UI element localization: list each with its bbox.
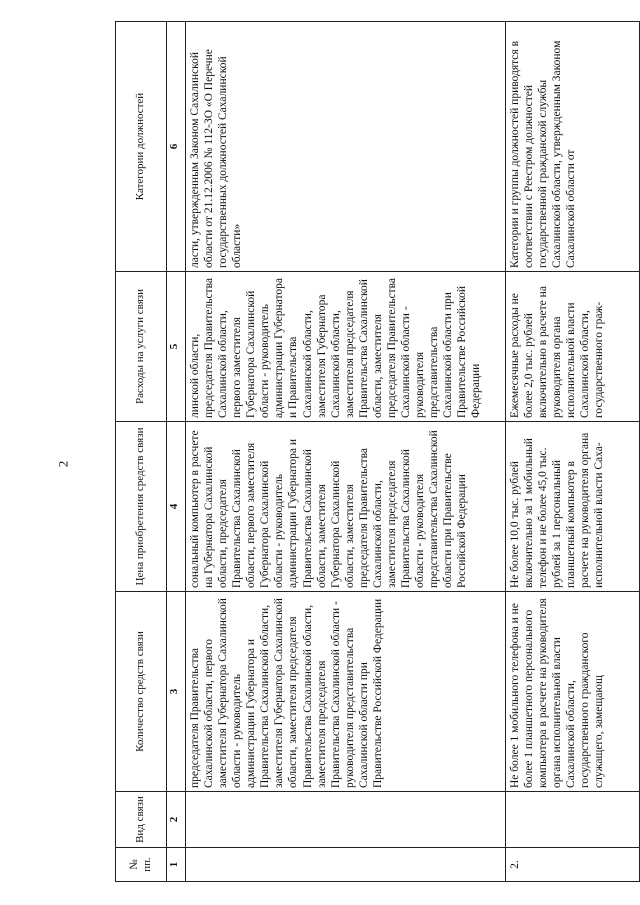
col-number-3: 3 [167, 592, 186, 792]
row1-cost: линской области, председателя Правительства Сахалинской области, первого заместителя Губернатора Сахалинской области - руководитель администрации Губернатора и Правительства Сахалинской области, заместителя Губернатора Сахалинской области, заместителя председателя Правительства Сахалинской области, заместителя председателя Правительства Сахалинской области - руководителя представительства Сахалинской области при Правительстве Российской Федерации [186, 272, 505, 422]
page-number: 2 [55, 460, 71, 468]
row1-number [186, 848, 505, 882]
row2-category: Категории и группы должностей приводятся в соответствии с Реестром должностей государственной гражданской службы Сахалинской области, утвержденным Законом Сахалинской области от [505, 22, 639, 272]
column-number-row [167, 22, 186, 882]
row2-cost: Ежемесячные расходы не более 2,0 тыс. рублей включительно в расчете на руководителя органа исполнительной власти Сахалинской области, государственного граж- [505, 272, 639, 422]
rotated-page [115, 22, 640, 882]
col-number-2: 2 [167, 792, 186, 848]
header-quantity: Количество средств связи [116, 592, 167, 792]
header-cost: Расходы на услуги связи [116, 272, 167, 422]
row2-price: Не более 10,0 тыс. рублей включительно за 1 мобильный телефон и не более 45,0 тыс. рублей за 1 персональный планшетный компьютер в расчете на руководителя органа исполнительной власти Саха- [505, 422, 639, 592]
row2-quantity: Не более 1 мобильного телефона и не более 1 планшетного персонального компьютера в расчете на руководителя органа исполнительной власти Сахалинской области, государственного гражданского служащего, замещающ [505, 592, 639, 792]
row1-price: сональный компьютер в расчете на Губернатора Сахалинской области, председателя Правительства Сахалинской области, первого заместителя Губернатора Сахалинской области - руководитель администрации Губернатора и Правительства Сахалинской области, заместителя Губернатора Сахалинской области, заместителя председателя Правительства Сахалинской области, заместителя председателя Правительства Сахалинской области - руководителя представительства Сахалинской области при Правительстве Российской Федерации [186, 422, 505, 592]
table-row [186, 22, 505, 882]
header-number: № пп. [116, 848, 167, 882]
row1-category: ласти, утвержденным Законом Сахалинской области от 21.12.2006 № 112-ЗО «О Перечне государственных должностей Сахалинской области» [186, 22, 505, 272]
row2-type [505, 792, 639, 848]
row2-number: 2. [505, 848, 639, 882]
header-price: Цена приобретения средств связи [116, 422, 167, 592]
procurement-table [115, 21, 640, 882]
col-number-6: 6 [167, 22, 186, 272]
row1-type [186, 792, 505, 848]
table-header-row [116, 22, 167, 882]
header-category: Категории должностей [116, 22, 167, 272]
col-number-5: 5 [167, 272, 186, 422]
table-row [505, 22, 639, 882]
col-number-4: 4 [167, 422, 186, 592]
row1-quantity: председателя Правительства Сахалинской области, первого заместителя Губернатора Сахалинской области - руководитель администрации Губернатора и Правительства Сахалинской области, заместителя Губернатора Сахалинской области, заместителя председателя Правительства Сахалинской области, заместителя председателя Правительства Сахалинской области - руководителя представительства Сахалинской области при Правительстве Российской Федерации [186, 592, 505, 792]
header-type: Вид связи [116, 792, 167, 848]
col-number-1: 1 [167, 848, 186, 882]
